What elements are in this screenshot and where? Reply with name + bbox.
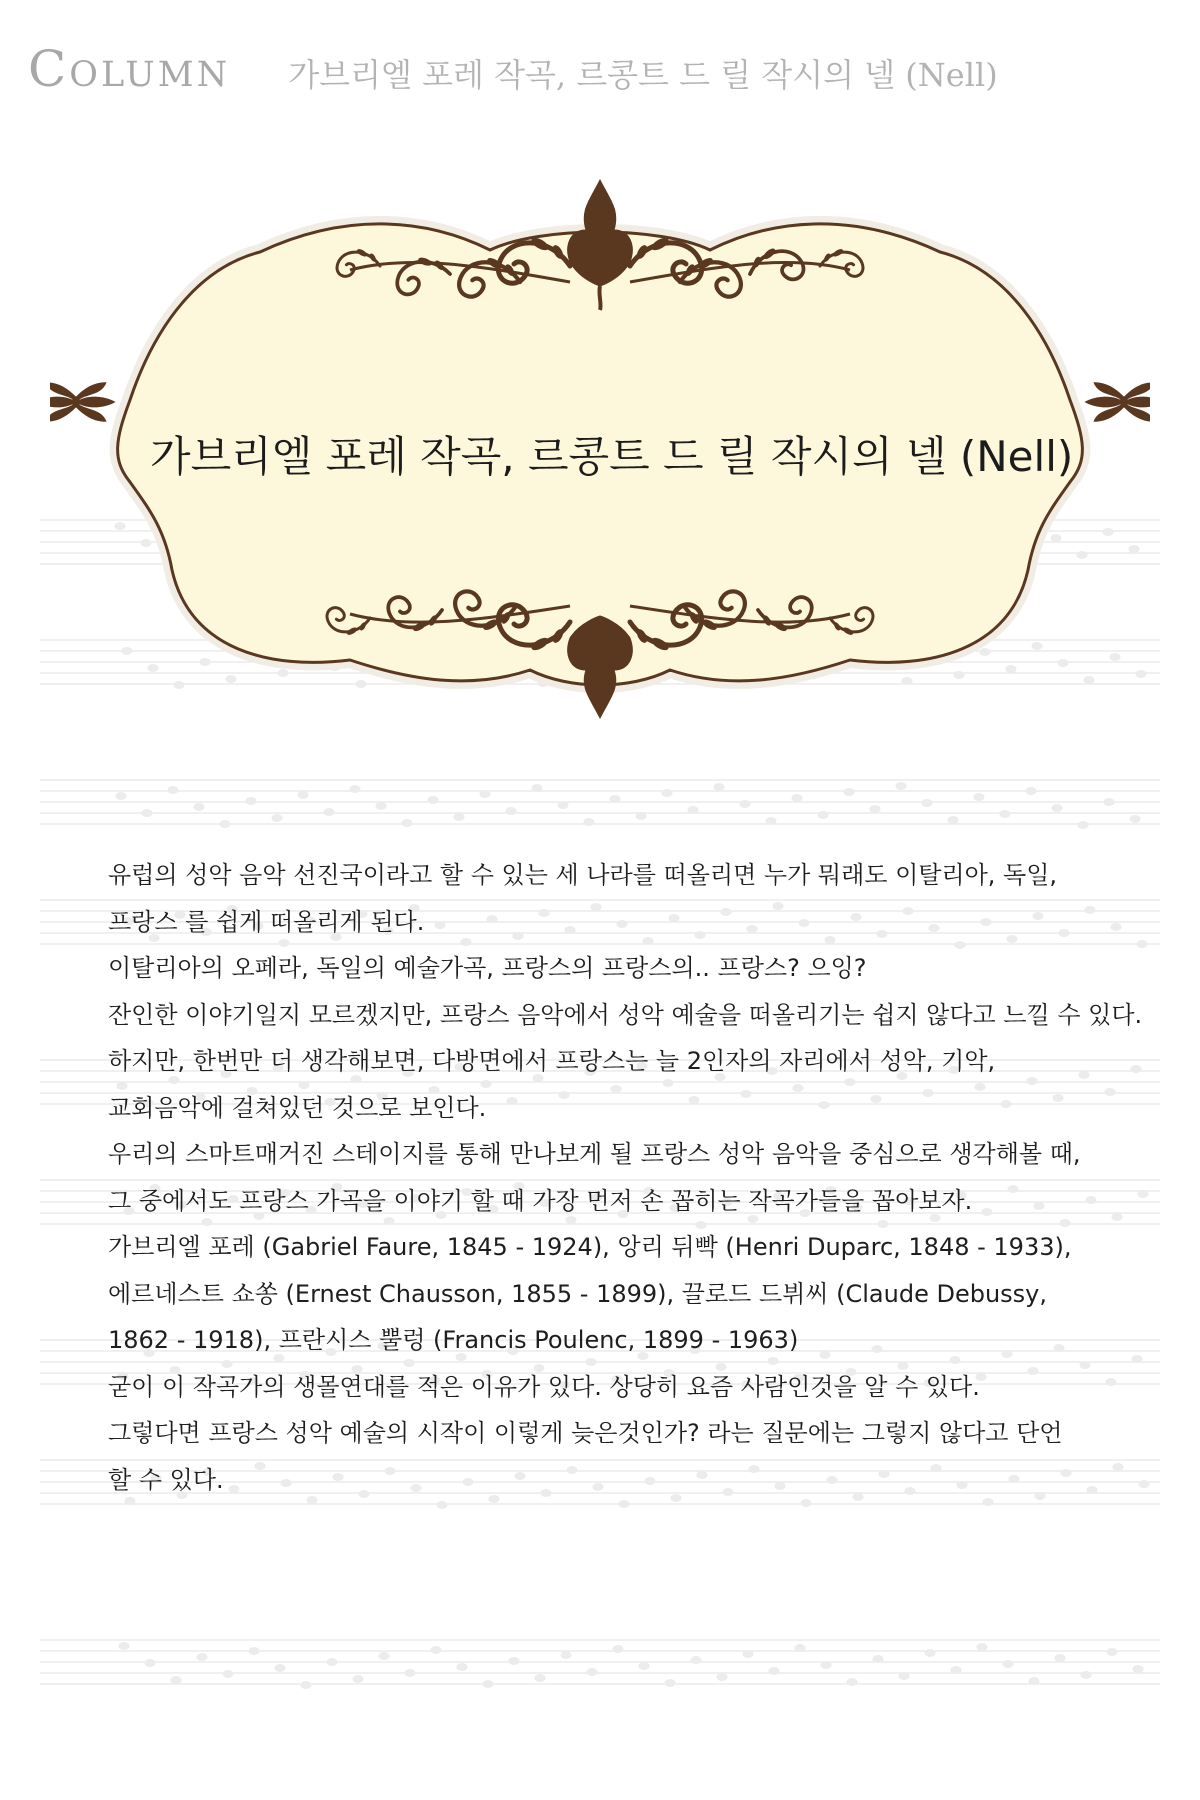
header-title: 가브리엘 포레 작곡, 르콩트 드 릴 작시의 넬 (Nell): [288, 56, 998, 94]
brand-logo: Column: [28, 40, 231, 98]
article-line: 그 중에서도 프랑스 가곡을 이야기 할 때 가장 먼저 손 꼽히는 작곡가들을 꼽아보자.: [108, 1186, 973, 1215]
article-body: [108, 852, 1178, 1503]
left-fleur-ornament-icon: [50, 382, 116, 422]
article-line: 유럽의 성악 음악 선진국이라고 할 수 있는 세 나라를 떠올리면 누가 뭐래도 이탈리아, 독일,: [108, 861, 1058, 889]
banner-title: 가브리엘 포레 작곡, 르콩트 드 릴 작시의 넬 (Nell): [150, 432, 1074, 481]
article-line: 교회음악에 걸쳐있던 것으로 보인다.: [108, 1093, 487, 1122]
article-line: 에르네스트 쇼쏭 (Ernest Chausson, 1855 - 1899), 끌로드 드뷔씨 (Claude Debussy,: [108, 1279, 1048, 1308]
article-line: 잔인한 이야기일지 모르겠지만, 프랑스 음악에서 성악 예술을 떠올리기는 쉽지 않다고 느낄 수 있다.: [108, 1000, 1143, 1029]
article-line: 우리의 스마트매거진 스테이지를 통해 만나보게 될 프랑스 성악 음악을 중심으로 생각해볼 때,: [108, 1140, 1081, 1168]
article-line: 이탈리아의 오페라, 독일의 예술가곡, 프랑스의 프랑스의.. 프랑스? 으잉?: [108, 954, 867, 982]
article-line: 굳이 이 작곡가의 생몰연대를 적은 이유가 있다. 상당히 요즘 사람인것을 알 수 있다.: [108, 1372, 980, 1401]
article-line: 1862 - 1918), 프란시스 뿔렁 (Francis Poulenc, 1899 - 1963): [108, 1326, 799, 1354]
article-line: 그렇다면 프랑스 성악 예술의 시작이 이렇게 늦은것인가? 라는 질문에는 그렇지 않다고 단언: [108, 1419, 1063, 1447]
article-line: 할 수 있다.: [108, 1465, 224, 1494]
column-header: [28, 40, 998, 110]
article-line: 프랑스 를 쉽게 떠올리게 된다.: [108, 907, 425, 936]
article-line: 가브리엘 포레 (Gabriel Faure, 1845 - 1924), 앙리 뒤빡 (Henri Duparc, 1848 - 1933),: [108, 1233, 1072, 1261]
article-line: 하지만, 한번만 더 생각해보면, 다방면에서 프랑스는 늘 2인자의 자리에서 성악, 기악,: [108, 1047, 996, 1075]
right-fleur-ornament-icon: [1084, 382, 1150, 422]
